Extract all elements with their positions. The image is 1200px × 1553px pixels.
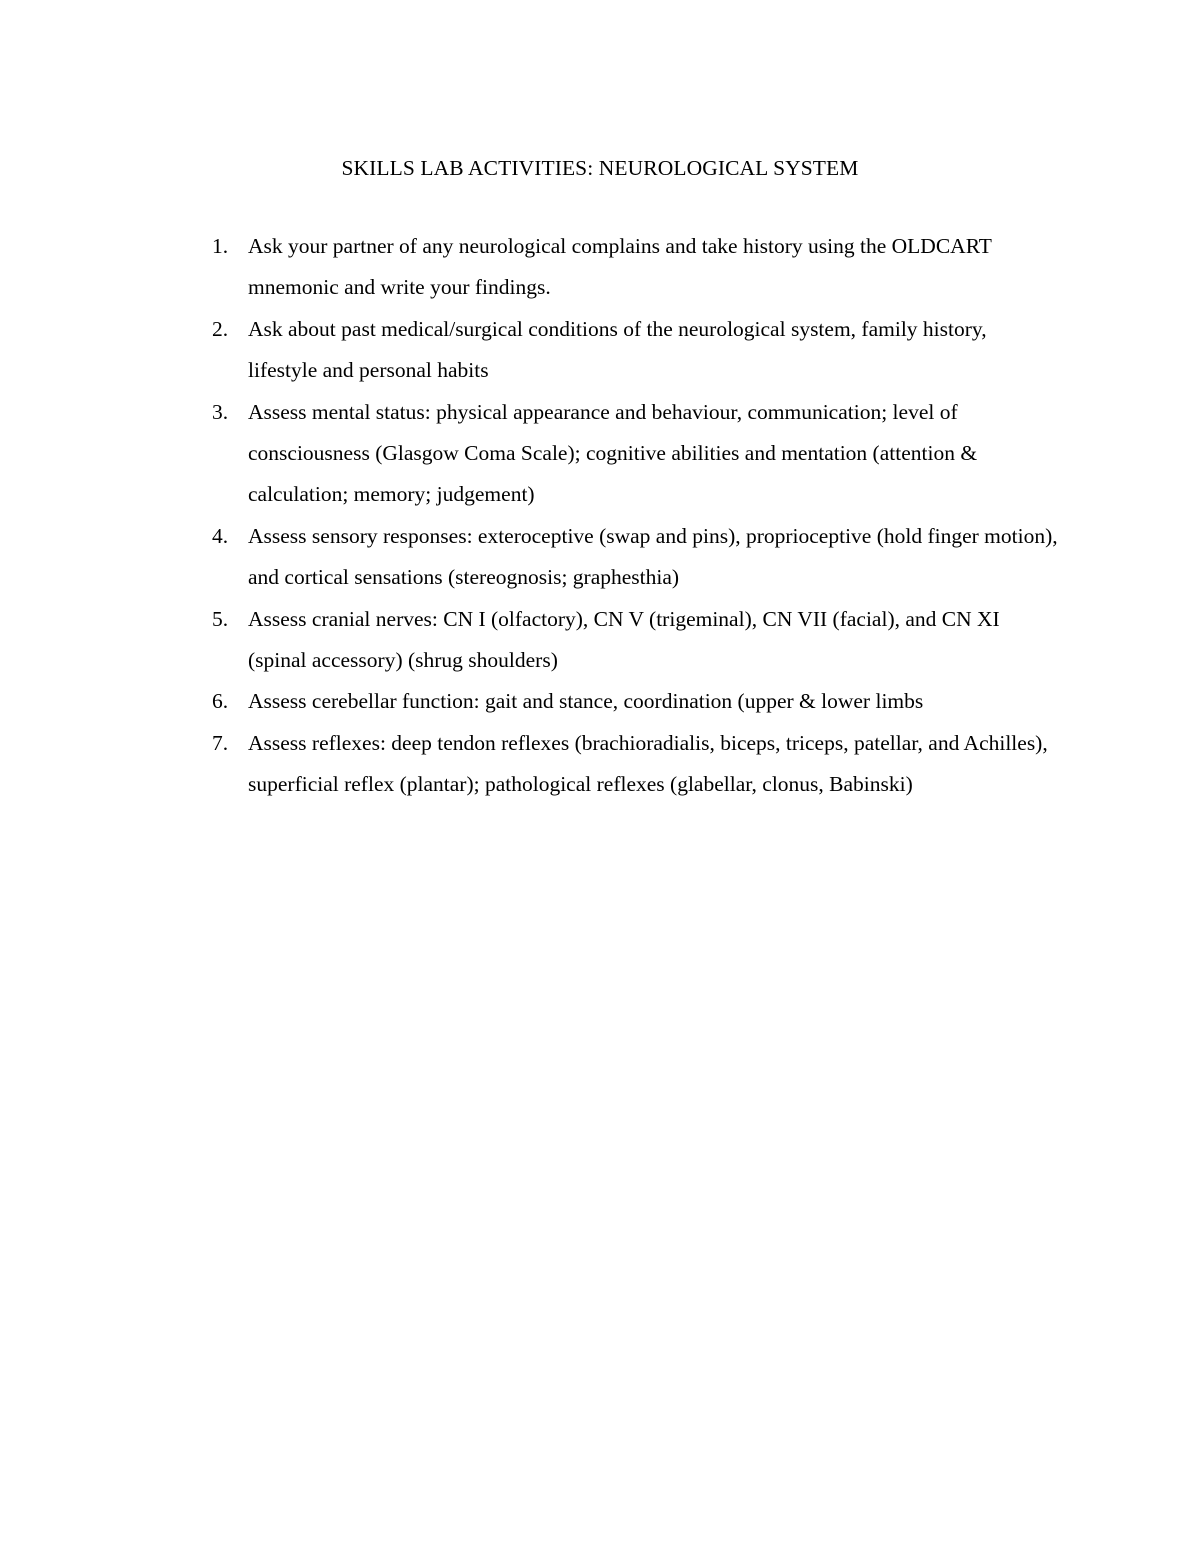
list-item [198, 392, 1058, 516]
list-item-text: Assess sensory responses: exteroceptive (swap and pins), proprioceptive (hold finger motion), and cortical sensations (stereognosis; graphesthia) [248, 523, 1058, 590]
list-item-number: 7. [212, 730, 229, 755]
list-item-number: 2. [212, 316, 229, 341]
list-item [198, 309, 1058, 392]
list-item [198, 723, 1058, 806]
list-item-number: 3. [212, 399, 229, 424]
list-item-number: 4. [212, 523, 229, 548]
list-item-number: 6. [212, 689, 229, 714]
list-item [198, 599, 1058, 682]
list-item-text: Ask your partner of any neurological complains and take history using the OLDCART mnemonic and write your findings. [248, 234, 992, 300]
activity-list [198, 226, 1058, 806]
list-item-text: Assess cerebellar function: gait and stance, coordination (upper & lower limbs [248, 689, 924, 714]
list-item [198, 516, 1058, 599]
list-item [198, 681, 1058, 722]
document-title: SKILLS LAB ACTIVITIES: NEUROLOGICAL SYSTEM [341, 156, 859, 180]
list-item-text: Assess cranial nerves: CN I (olfactory), CN V (trigeminal), CN VII (facial), and CN XI (spinal accessory) (shrug shoulders) [248, 606, 1000, 673]
list-item-text: Assess mental status: physical appearance and behaviour, communication; level of consciousness (Glasgow Coma Scale); cognitive abilities and mentation (attention & calculation; memory; judgement) [248, 399, 978, 507]
list-item [198, 226, 1058, 309]
list-item-text: Assess reflexes: deep tendon reflexes (brachioradialis, biceps, triceps, patellar, and Achilles), superficial reflex (plantar); pathological reflexes (glabellar, clonus, Babinski) [248, 730, 1048, 797]
list-item-number: 1. [212, 234, 229, 258]
list-item-number: 5. [212, 606, 229, 631]
list-item-text: Ask about past medical/surgical conditions of the neurological system, family history, lifestyle and personal habits [248, 316, 987, 383]
